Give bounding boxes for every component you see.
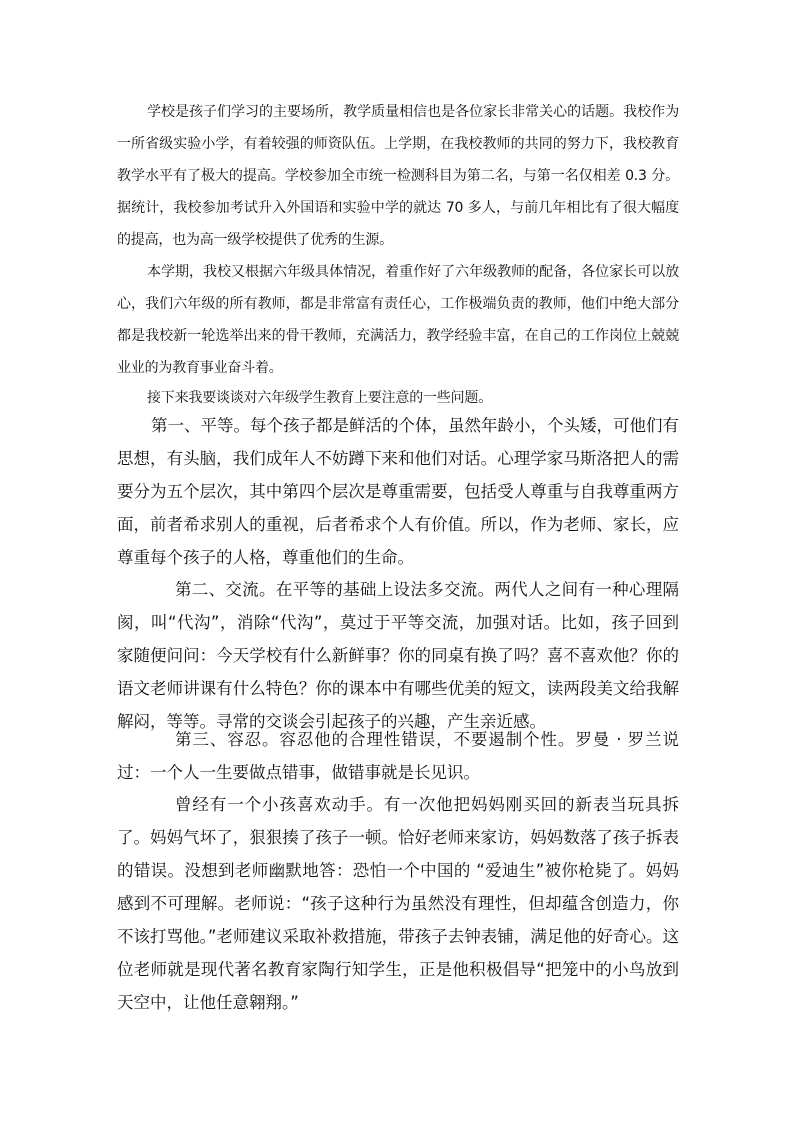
paragraph-communication: 第二、交流。在平等的基础上设法多交流。两代人之间有一种心理隔阂，叫“代沟”，消除“代沟”，莫过于平等交流，加强对话。比如，孩子回到家随便问问：今天学校有什么新鲜事？你的同桌有换了吗？喜不喜欢他？你的语文老师讲课有什么特色？你的课本中有哪些优美的短文，读两段美文给我解解闷，等等。寻常的交谈会引起孩子的兴趣，产生亲近感。 [117, 580, 679, 731]
paragraph-intro-issues: 接下来我要谈谈对六年级学生教育上要注意的一些问题。 [147, 390, 492, 406]
paragraph-story: 曾经有一个小孩喜欢动手。有一次他把妈妈刚买回的新表当玩具拆了。妈妈气坏了，狠狠揍了孩子一顿。恰好老师来家访，妈妈数落了孩子拆表的错误。没想到老师幽默地答：恐怕一个中国的 “爱迪生”被你枪毙了。妈妈感到不可理解。老师说：“孩子这种行为虽然没有理性，但却蕴含创造力，你不该打骂他。”老师建议采取补救措施，带孩子去钟表铺，满足他的好奇心。这位老师就是现代著名教育家陶行知学生，正是他积极倡导“把笼中的小鸟放到天空中，让他任意翱翔。” [117, 795, 679, 1012]
paragraph-tolerance: 第三、容忍。容忍他的合理性错误，不要遏制个性。罗曼 · 罗兰说过：一个人一生要做点错事，做错事就是长见识。 [117, 730, 679, 782]
paragraph-grade-six-teachers: 本学期，我校又根据六年级具体情况，着重作好了六年级教师的配备，各位家长可以放心，我们六年级的所有教师，都是非常富有责任心，工作极端负责的教师，他们中绝大部分都是我校新一轮选举出来的骨干教师，充满活力，教学经验丰富，在自己的工作岗位上兢兢业业的为教育事业奋斗着。 [117, 264, 679, 376]
paragraph-school-quality: 学校是孩子们学习的主要场所，教学质量相信也是各位家长非常关心的话题。我校作为一所省级实验小学，有着较强的师资队伍。上学期，在我校教师的共同的努力下，我校教育教学水平有了极大的提高。学校参加全市统一检测科目为第二名，与第一名仅相差 0.3 分。据统计，我校参加考试升入外国语和实验中学的就达 70 多人，与前几年相比有了很大幅度的提高，也为高一级学校提供了优秀的生源。 [117, 104, 679, 248]
paragraph-equality: 第一、平等。每个孩子都是鲜活的个体，虽然年龄小，个头矮，可他们有思想，有头脑，我们成年人不妨蹲下来和他们对话。心理学家马斯洛把人的需要分为五个层次，其中第四个层次是尊重需要，包括受人尊重与自我尊重两方面，前者希求别人的重视，后者希求个人有价值。所以，作为老师、家长，应尊重每个孩子的人格，尊重他们的生命。 [117, 416, 679, 567]
